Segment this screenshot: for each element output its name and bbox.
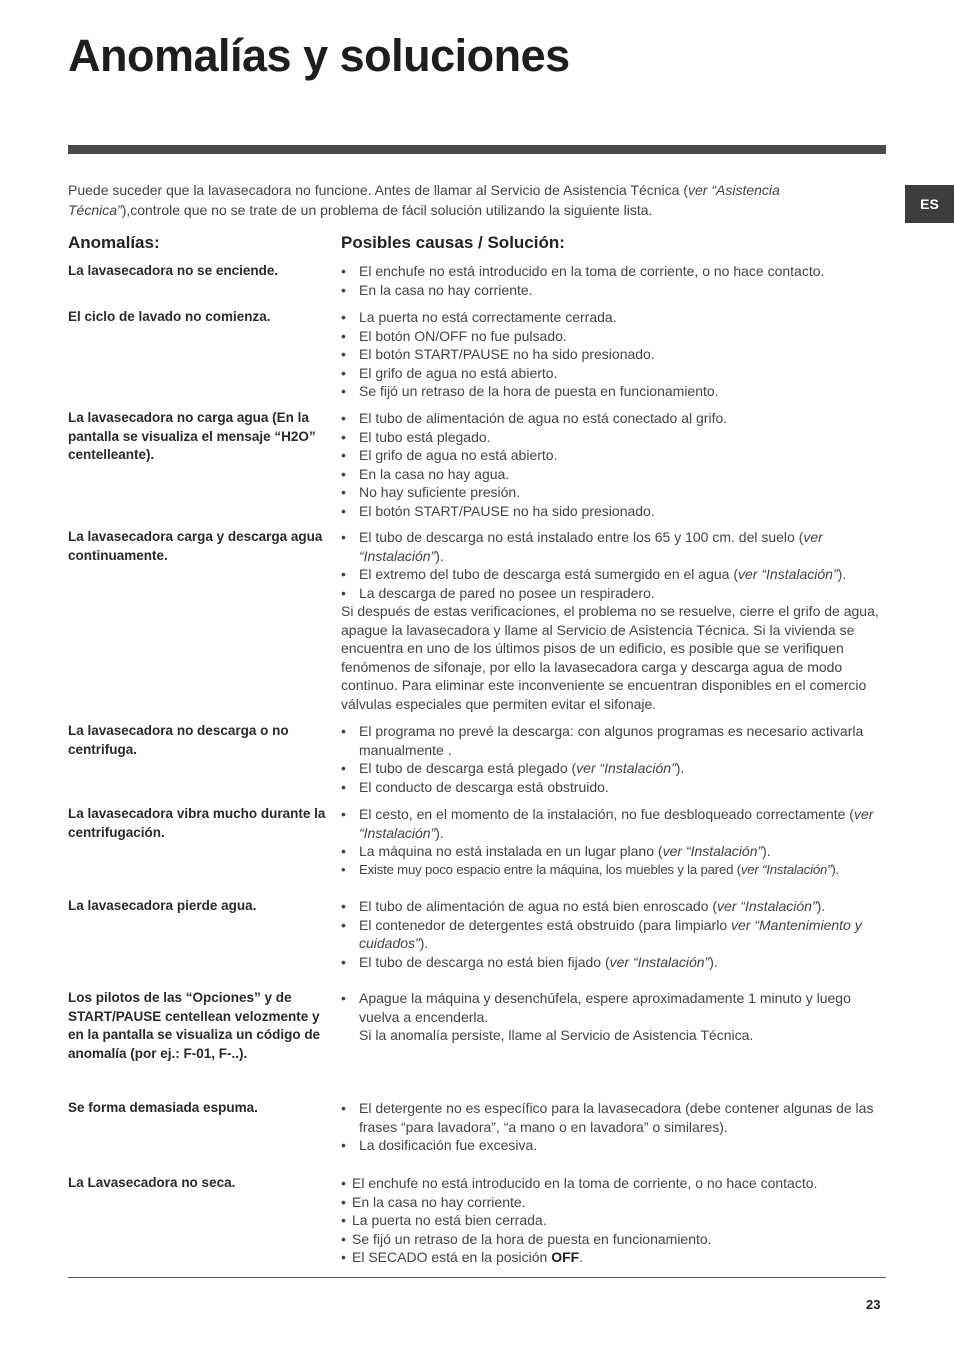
anomaly-label: El ciclo de lavado no comienza. bbox=[68, 309, 271, 324]
cause-list bbox=[341, 528, 888, 713]
cause-list bbox=[341, 897, 888, 971]
cause-item: • La puerta no está bien cerrada. bbox=[341, 1211, 888, 1230]
instalacion-reference: ver “Instalación” bbox=[738, 566, 838, 582]
cause-list bbox=[341, 722, 888, 796]
page-title: Anomalías y soluciones bbox=[68, 30, 570, 81]
cause-item: • El tubo de descarga no está instalado entre los 65 y 100 cm. del suelo (ver “Instalación”). bbox=[341, 528, 888, 565]
cause-item: • El detergente no es específico para la lavasecadora (debe contener algunas de las frases “para lavadora”, “a mano o en lavadora” o similares). bbox=[341, 1099, 888, 1136]
cause-list bbox=[341, 409, 888, 520]
cause-list bbox=[341, 1174, 888, 1267]
anomaly-label: La lavasecadora pierde agua. bbox=[68, 898, 257, 913]
cause-item: • La máquina no está instalada en un lugar plano (ver “Instalación”). bbox=[341, 842, 888, 861]
anomaly-label: La lavasecadora carga y descarga agua continuamente. bbox=[68, 529, 323, 563]
cause-item: • Se fijó un retraso de la hora de puesta en funcionamiento. bbox=[341, 382, 888, 401]
cause-item: • El tubo está plegado. bbox=[341, 428, 888, 447]
cause-item: • El tubo de alimentación de agua no está bien enroscado (ver “Instalación”). bbox=[341, 897, 888, 916]
page-number: 23 bbox=[866, 1297, 881, 1312]
cause-list bbox=[341, 262, 888, 299]
cause-item: • En la casa no hay corriente. bbox=[341, 1193, 888, 1212]
intro-paragraph bbox=[68, 180, 858, 220]
cause-note: Si después de estas verificaciones, el problema no se resuelve, cierre el grifo de agua, apague la lavasecadora y llame al Servicio de Asistencia Técnica. Si la vivienda se encuentra en uno de los últimos pisos de un edificio, es posible que se verifiquen fenómenos de sifonaje, por ello la lavasecadora carga y descarga agua de modo continuo. Para eliminar este inconveniente se encuentran disponibles en el comercio válvulas especiales que permiten evitar el sifonaje. bbox=[341, 603, 879, 712]
instalacion-reference: ver “Instalación” bbox=[740, 861, 832, 877]
cause-item: • En la casa no hay corriente. bbox=[341, 281, 888, 300]
cause-item: • El contenedor de detergentes está obstruido (para limpiarlo ver “Mantenimiento y cuidados”). bbox=[341, 916, 888, 953]
instalacion-reference: ver “Instalación” bbox=[359, 529, 823, 564]
mantenimiento-reference: ver “Mantenimiento y cuidados” bbox=[359, 916, 862, 951]
cause-note: Si la anomalía persiste, llame al Servicio de Asistencia Técnica. bbox=[359, 1027, 754, 1043]
cause-item: • El botón ON/OFF no fue pulsado. bbox=[341, 327, 888, 346]
cause-item: • El botón START/PAUSE no ha sido presionado. bbox=[341, 502, 888, 521]
cause-item: • La dosificación fue excesiva. bbox=[341, 1136, 888, 1155]
cause-item: • El cesto, en el momento de la instalación, no fue desbloqueado correctamente (ver “Instalación”). bbox=[341, 805, 888, 842]
anomalies-header: Anomalías: bbox=[68, 233, 160, 252]
cause-list bbox=[341, 308, 888, 401]
language-tab: ES bbox=[905, 185, 954, 223]
anomaly-label: La Lavasecadora no seca. bbox=[68, 1175, 236, 1190]
cause-item: • El grifo de agua no está abierto. bbox=[341, 364, 888, 383]
instalacion-reference: ver “Instalación” bbox=[576, 760, 676, 776]
cause-item: • El tubo de descarga no está bien fijado (ver “Instalación”). bbox=[341, 953, 888, 972]
cause-item: • El conducto de descarga está obstruido. bbox=[341, 778, 888, 797]
cause-item: • El tubo de descarga está plegado (ver “Instalación”). bbox=[341, 759, 888, 778]
title-divider bbox=[68, 145, 886, 154]
cause-item: • El tubo de alimentación de agua no está conectado al grifo. bbox=[341, 409, 888, 428]
footer-divider bbox=[68, 1277, 886, 1278]
cause-item: • No hay suficiente presión. bbox=[341, 483, 888, 502]
instalacion-reference: ver “Instalación” bbox=[359, 806, 874, 841]
cause-item: • Apague la máquina y desenchúfela, espere aproximadamente 1 minuto y luego vuelva a encenderla. bbox=[341, 989, 888, 1026]
cause-item: • El SECADO está en la posición OFF. bbox=[341, 1248, 888, 1267]
cause-item: • En la casa no hay agua. bbox=[341, 465, 888, 484]
causes-header: Posibles causas / Solución: bbox=[341, 233, 565, 252]
off-setting: OFF bbox=[551, 1249, 580, 1265]
cause-item: • El botón START/PAUSE no ha sido presionado. bbox=[341, 345, 888, 364]
cause-list bbox=[341, 805, 888, 879]
anomaly-label: Se forma demasiada espuma. bbox=[68, 1100, 258, 1115]
intro-text: Puede suceder que la lavasecadora no funcione. Antes de llamar al Servicio de Asistencia Técnica ( bbox=[68, 182, 688, 198]
anomaly-label: La lavasecadora no carga agua (En la pantalla se visualiza el mensaje “H2O” centelleante). bbox=[68, 410, 316, 462]
cause-item: • Se fijó un retraso de la hora de puesta en funcionamiento. bbox=[341, 1230, 888, 1249]
cause-list bbox=[341, 989, 888, 1045]
cause-item: • La puerta no está correctamente cerrada. bbox=[341, 308, 888, 327]
anomaly-label: La lavasecadora no se enciende. bbox=[68, 263, 279, 278]
instalacion-reference: ver “Instalación” bbox=[717, 898, 817, 914]
instalacion-reference: ver “Instalación” bbox=[662, 843, 763, 859]
intro-text-end: ),controle que no se trate de un problema de fácil solución utilizando la siguiente lista. bbox=[121, 202, 653, 218]
anomaly-label: La lavasecadora vibra mucho durante la centrifugación. bbox=[68, 806, 326, 840]
instalacion-reference: ver “Instalación” bbox=[609, 953, 710, 970]
cause-list bbox=[341, 1099, 888, 1155]
anomaly-label: La lavasecadora no descarga o no centrifuga. bbox=[68, 723, 289, 757]
cause-item: • El extremo del tubo de descarga está sumergido en el agua (ver “Instalación”). bbox=[341, 565, 888, 584]
cause-item: • El enchufe no está introducido en la toma de corriente, o no hace contacto. bbox=[341, 262, 888, 281]
cause-item: • El grifo de agua no está abierto. bbox=[341, 446, 888, 465]
cause-item: • El enchufe no está introducido en la toma de corriente, o no hace contacto. bbox=[341, 1174, 888, 1193]
cause-item: • Existe muy poco espacio entre la máquina, los muebles y la pared (ver “Instalación”). bbox=[341, 861, 888, 880]
anomaly-label: Los pilotos de las “Opciones” y de START/PAUSE centellean velozmente y en la pantalla se visualiza un código de anomalía (por ej.: F-01, F-..). bbox=[68, 990, 321, 1061]
cause-item: • La descarga de pared no posee un respiradero. bbox=[341, 584, 888, 603]
intro-reference: ver “Asistencia Técnica” bbox=[68, 182, 780, 218]
cause-item: • El programa no prevé la descarga: con algunos programas es necesario activarla manualmente . bbox=[341, 722, 888, 759]
